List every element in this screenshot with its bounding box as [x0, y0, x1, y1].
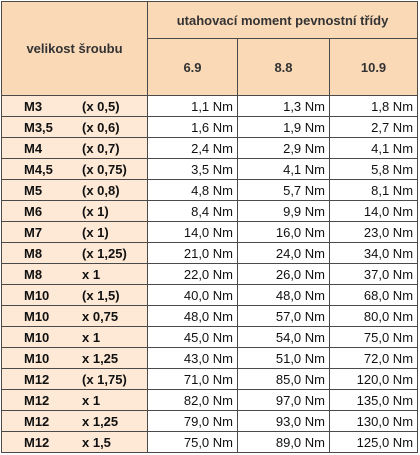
torque-8-8-cell: 9,9 Nm: [238, 201, 330, 222]
torque-6-9-cell: 14,0 Nm: [148, 222, 238, 243]
thread-pitch: x 1: [82, 392, 101, 408]
torque-10-9-cell: 8,1 Nm: [330, 180, 418, 201]
bolt-size: M10: [24, 308, 50, 324]
torque-8-8-cell: 5,7 Nm: [238, 180, 330, 201]
torque-8-8-cell: 24,0 Nm: [238, 243, 330, 264]
table-row: [2, 243, 418, 264]
torque-10-9-cell: 125,0 Nm: [330, 432, 418, 453]
torque-table: [1, 1, 418, 453]
torque-6-9-cell: 43,0 Nm: [148, 348, 238, 369]
torque-10-9-cell: 23,0 Nm: [330, 222, 418, 243]
bolt-size: M12: [24, 371, 50, 387]
torque-6-9-cell: 1,6 Nm: [148, 117, 238, 138]
torque-6-9-cell: 21,0 Nm: [148, 243, 238, 264]
table-row: [2, 432, 418, 453]
bolt-size-cell: [2, 369, 148, 390]
torque-10-9-cell: 68,0 Nm: [330, 285, 418, 306]
table-row: [2, 327, 418, 348]
table-row: [2, 348, 418, 369]
bolt-size-cell: [2, 432, 148, 453]
bolt-size-cell: [2, 180, 148, 201]
torque-6-9-cell: 71,0 Nm: [148, 369, 238, 390]
torque-10-9-cell: 130,0 Nm: [330, 411, 418, 432]
torque-8-8-cell: 2,9 Nm: [238, 138, 330, 159]
torque-10-9-cell: 72,0 Nm: [330, 348, 418, 369]
table-row: [2, 411, 418, 432]
thread-pitch: (x 0,6): [82, 119, 120, 135]
table-row: [2, 201, 418, 222]
torque-8-8-cell: 1,3 Nm: [238, 96, 330, 117]
bolt-size: M4: [24, 140, 43, 156]
bolt-size-cell: [2, 264, 148, 285]
table-row: [2, 138, 418, 159]
thread-pitch: x 0,75: [82, 308, 119, 324]
bolt-size: M12: [24, 434, 50, 450]
thread-pitch: x 1,25: [82, 413, 119, 429]
bolt-size-cell: [2, 159, 148, 180]
thread-pitch: (x 1): [82, 224, 109, 240]
torque-6-9-cell: 45,0 Nm: [148, 327, 238, 348]
bolt-size: M10: [24, 350, 50, 366]
torque-6-9-cell: 22,0 Nm: [148, 264, 238, 285]
bolt-size: M3: [24, 98, 43, 114]
torque-6-9-cell: 1,1 Nm: [148, 96, 238, 117]
bolt-size: M10: [24, 287, 50, 303]
torque-6-9-cell: 8,4 Nm: [148, 201, 238, 222]
bolt-size: M10: [24, 329, 50, 345]
torque-10-9-cell: 75,0 Nm: [330, 327, 418, 348]
torque-6-9-cell: 75,0 Nm: [148, 432, 238, 453]
bolt-size: M7: [24, 224, 43, 240]
thread-pitch: (x 0,8): [82, 182, 120, 198]
torque-8-8-cell: 57,0 Nm: [238, 306, 330, 327]
bolt-size-cell: [2, 117, 148, 138]
torque-8-8-cell: 16,0 Nm: [238, 222, 330, 243]
table-row: [2, 264, 418, 285]
bolt-size-cell: [2, 243, 148, 264]
table-row: [2, 96, 418, 117]
thread-pitch: (x 1): [82, 203, 109, 219]
torque-8-8-cell: 89,0 Nm: [238, 432, 330, 453]
torque-10-9-cell: 135,0 Nm: [330, 390, 418, 411]
bolt-size-cell: [2, 306, 148, 327]
torque-8-8-cell: 85,0 Nm: [238, 369, 330, 390]
torque-10-9-cell: 37,0 Nm: [330, 264, 418, 285]
bolt-size-cell: [2, 411, 148, 432]
table-row: [2, 306, 418, 327]
torque-8-8-cell: 54,0 Nm: [238, 327, 330, 348]
torque-8-8-cell: 51,0 Nm: [238, 348, 330, 369]
bolt-size-cell: [2, 285, 148, 306]
torque-10-9-cell: 4,1 Nm: [330, 138, 418, 159]
torque-8-8-cell: 4,1 Nm: [238, 159, 330, 180]
table-row: [2, 222, 418, 243]
torque-6-9-cell: 40,0 Nm: [148, 285, 238, 306]
bolt-size-cell: [2, 96, 148, 117]
thread-pitch: (x 0,5): [82, 98, 120, 114]
torque-10-9-cell: 1,8 Nm: [330, 96, 418, 117]
torque-6-9-cell: 2,4 Nm: [148, 138, 238, 159]
thread-pitch: (x 1,25): [82, 245, 127, 261]
table-row: [2, 180, 418, 201]
bolt-size: M5: [24, 182, 43, 198]
bolt-size: M6: [24, 203, 43, 219]
table-row: [2, 390, 418, 411]
bolt-size: M3,5: [24, 119, 53, 135]
table-row: [2, 117, 418, 138]
bolt-size: M12: [24, 392, 50, 408]
thread-pitch: (x 1,5): [82, 287, 120, 303]
torque-10-9-cell: 120,0 Nm: [330, 369, 418, 390]
bolt-size-cell: [2, 348, 148, 369]
torque-6-9-cell: 3,5 Nm: [148, 159, 238, 180]
torque-6-9-cell: 48,0 Nm: [148, 306, 238, 327]
torque-8-8-cell: 26,0 Nm: [238, 264, 330, 285]
torque-6-9-cell: 4,8 Nm: [148, 180, 238, 201]
torque-8-8-cell: 97,0 Nm: [238, 390, 330, 411]
torque-8-8-cell: 48,0 Nm: [238, 285, 330, 306]
torque-10-9-cell: 14,0 Nm: [330, 201, 418, 222]
class-6-9-header: 6.9: [148, 39, 238, 96]
class-8-8-header: 8.8: [238, 39, 330, 96]
bolt-size: M4,5: [24, 161, 53, 177]
thread-pitch: (x 0,7): [82, 140, 120, 156]
torque-6-9-cell: 79,0 Nm: [148, 411, 238, 432]
bolt-size-cell: [2, 327, 148, 348]
thread-pitch: (x 0,75): [82, 161, 127, 177]
torque-10-9-cell: 80,0 Nm: [330, 306, 418, 327]
table-row: [2, 285, 418, 306]
table-row: [2, 159, 418, 180]
torque-8-8-cell: 93,0 Nm: [238, 411, 330, 432]
thread-pitch: x 1,25: [82, 350, 119, 366]
thread-pitch: x 1: [82, 329, 101, 345]
torque-10-9-cell: 2,7 Nm: [330, 117, 418, 138]
bolt-size-cell: [2, 201, 148, 222]
torque-10-9-cell: 34,0 Nm: [330, 243, 418, 264]
bolt-size-cell: [2, 390, 148, 411]
bolt-size-cell: [2, 222, 148, 243]
bolt-size-header: velikost šroubu: [2, 2, 148, 96]
torque-table-container: [1, 1, 419, 454]
torque-10-9-cell: 5,8 Nm: [330, 159, 418, 180]
thread-pitch: (x 1,75): [82, 371, 127, 387]
torque-8-8-cell: 1,9 Nm: [238, 117, 330, 138]
torque-6-9-cell: 82,0 Nm: [148, 390, 238, 411]
table-body: [2, 96, 418, 453]
bolt-size-cell: [2, 138, 148, 159]
thread-pitch: x 1,5: [82, 434, 111, 450]
class-10-9-header: 10.9: [330, 39, 418, 96]
bolt-size: M8: [24, 245, 43, 261]
bolt-size: M8: [24, 266, 43, 282]
bolt-size: M12: [24, 413, 50, 429]
thread-pitch: x 1: [82, 266, 101, 282]
torque-class-title: utahovací moment pevnostní třídy: [148, 2, 418, 39]
table-row: [2, 369, 418, 390]
